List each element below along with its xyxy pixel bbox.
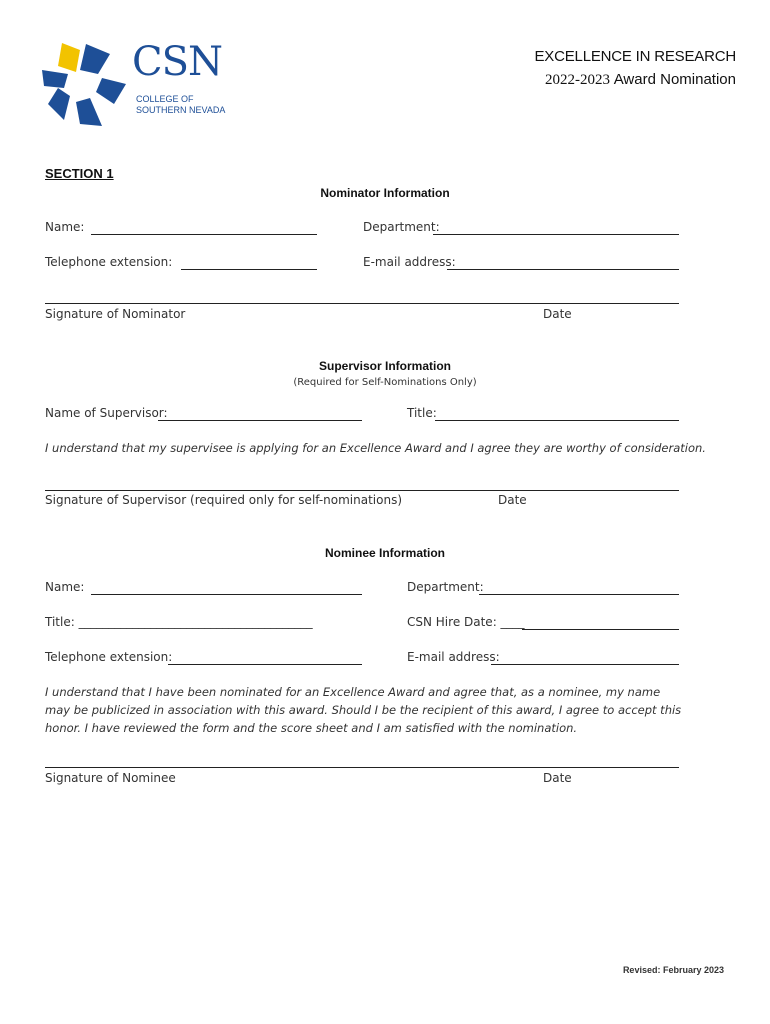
supervisor-signature-label: Signature of Supervisor (required only for self-nominations) [45,493,403,507]
logo-petal-left [42,70,68,88]
nominator-telephone-label: Telephone extension: [45,255,173,269]
supervisor-statement: I understand that my supervisee is applying for an Excellence Award and I agree they are worthy of consideration. [45,441,706,455]
nominee-telephone-label: Telephone extension: [45,650,173,664]
nominee-hire-date-label: CSN Hire Date: ____ [407,615,525,629]
supervisor-heading: Supervisor Information [318,359,452,373]
supervisor-title-field[interactable] [435,420,679,421]
logo-petal-top [80,44,110,74]
logo-petal-gold [58,43,80,72]
nominator-name-label: Name: [45,220,85,234]
logo-subtitle-line1: COLLEGE OF [136,94,194,104]
nominee-date-label: Date [543,771,572,785]
nominator-signature-label: Signature of Nominator [45,307,186,321]
csn-logo [40,40,230,130]
supervisor-name-field[interactable] [158,420,362,421]
nominator-department-field[interactable] [433,234,679,235]
logo-petal-bottom [76,98,102,126]
nominator-signature-field[interactable] [45,303,679,304]
nominee-heading: Nominee Information [324,546,446,560]
form-title: EXCELLENCE IN RESEARCH [534,48,736,65]
nominator-email-label: E-mail address: [363,255,456,269]
supervisor-title-label: Title: [407,406,437,420]
nominee-email-label: E-mail address: [407,650,500,664]
nominator-telephone-field[interactable] [181,269,317,270]
nominator-email-field[interactable] [447,269,679,270]
nominee-email-field[interactable] [491,664,679,665]
nominee-department-label: Department: [407,580,484,594]
supervisor-note: (Required for Self-Nominations Only) [293,377,477,388]
supervisor-date-label: Date [498,493,527,507]
revision-note: Revised: February 2023 [622,965,724,975]
nominator-name-field[interactable] [91,234,317,235]
award-year: 2022-2023 [544,72,610,88]
nominee-hire-date-field[interactable] [522,629,679,630]
nominee-signature-label: Signature of Nominee [45,771,176,785]
nominator-date-label: Date [543,307,572,321]
section-label: SECTION 1 [45,166,114,181]
nominee-telephone-field[interactable] [168,664,362,665]
form-subtitle [545,71,736,89]
nominator-department-label: Department: [363,220,440,234]
star-logo-icon [40,40,132,130]
award-nomination-label: Award Nomination [613,71,736,88]
nominee-title-label[interactable]: Title: _______________________________________ [45,615,313,629]
logo-petal-right [96,78,126,104]
nominee-signature-field[interactable] [45,767,679,768]
nominee-statement: I understand that I have been nominated for an Excellence Award and agree that, as a nominee, my name may be publicized in association with this award. Should I be the recipient of this award, I agree to accept this honor. I have reviewed the form and the score sheet and I am satisfied with the nomination. [45,685,682,735]
nominator-heading: Nominator Information [320,186,450,200]
logo-petal-lower-left [48,88,70,120]
nominee-name-label: Name: [45,580,85,594]
nominee-department-field[interactable] [479,594,679,595]
supervisor-name-label: Name of Supervisor: [45,406,168,420]
logo-wordmark: CSN [132,39,223,85]
nominee-name-field[interactable] [91,594,362,595]
logo-subtitle-line2: SOUTHERN NEVADA [136,105,226,115]
supervisor-signature-field[interactable] [45,490,679,491]
